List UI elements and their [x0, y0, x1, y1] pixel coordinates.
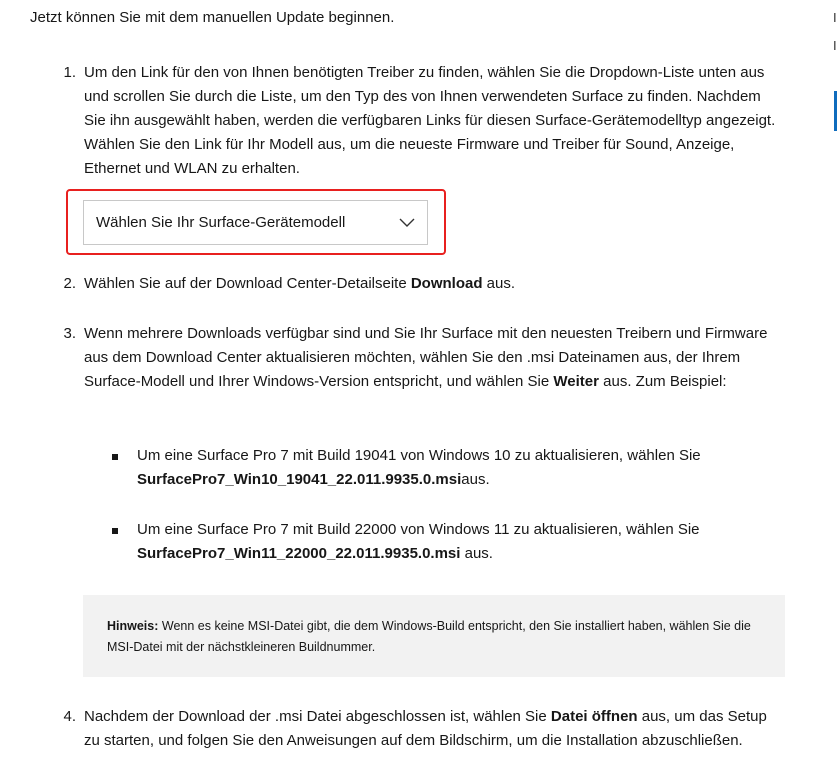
step-text: Nachdem der Download der .msi Datei abgeschlossen ist, wählen Sie Datei öffnen aus, um das Setup zu starten, und folgen Sie den Anweisungen auf dem Bildschirm, um die Installation abzuschließen.: [84, 708, 767, 749]
chevron-down-icon: [399, 216, 415, 228]
intro-text: Jetzt können Sie mit dem manuellen Update beginnen.: [30, 9, 395, 26]
step-number: 2.: [63, 275, 76, 292]
note-label: Hinweis:: [107, 619, 159, 633]
step-text: Um den Link für den von Ihnen benötigten Treiber zu finden, wählen Sie die Dropdown-Liste unten aus und scrollen Sie durch die Liste, um den Typ des von Ihnen verwendeten Surface zu finden. Nachdem Sie ihn ausgewählt haben, werden die verfügbaren Links für diesen Surface-Gerätemodelltyp angezeigt. Wählen Sie den Link für Ihr Modell aus, um die neueste Firmware und Treiber für Sound, Anzeige, Ethernet und WLAN zu erhalten.: [84, 64, 776, 177]
bullet-icon: [112, 454, 118, 460]
step-number: 3.: [63, 325, 76, 342]
edge-text: I: [833, 38, 837, 53]
dropdown-label: Wählen Sie Ihr Surface-Gerätemodell: [96, 213, 346, 231]
list-item-text: Um eine Surface Pro 7 mit Build 19041 von Windows 10 zu aktualisieren, wählen Sie SurfacePro7_Win10_19041_22.011.9935.0.msiaus.: [137, 447, 701, 488]
edge-text: I: [833, 10, 837, 25]
step-number: 4.: [63, 708, 76, 725]
bullet-icon: [112, 528, 118, 534]
step-text: Wählen Sie auf der Download Center-Detailseite Download aus.: [84, 275, 516, 292]
note-text: Wenn es keine MSI-Datei gibt, die dem Windows-Build entspricht, den Sie installiert haben, wählen Sie die MSI-Datei mit der nächstkleineren Buildnummer.: [107, 619, 751, 654]
surface-model-dropdown[interactable]: [83, 200, 428, 245]
step-number: 1.: [63, 64, 76, 81]
list-item-text: Um eine Surface Pro 7 mit Build 22000 von Windows 11 zu aktualisieren, wählen Sie SurfacePro7_Win11_22000_22.011.9935.0.msi aus.: [137, 521, 700, 562]
note-box: [83, 595, 785, 677]
step-text: Wenn mehrere Downloads verfügbar sind und Sie Ihr Surface mit den neuesten Treibern und Firmware aus dem Download Center aktualisieren möchten, wählen Sie den .msi Dateinamen aus, der Ihrem Surface-Modell und Ihrer Windows-Version entspricht, und wählen Sie Weiter aus. Zum Beispiel:: [84, 325, 768, 390]
